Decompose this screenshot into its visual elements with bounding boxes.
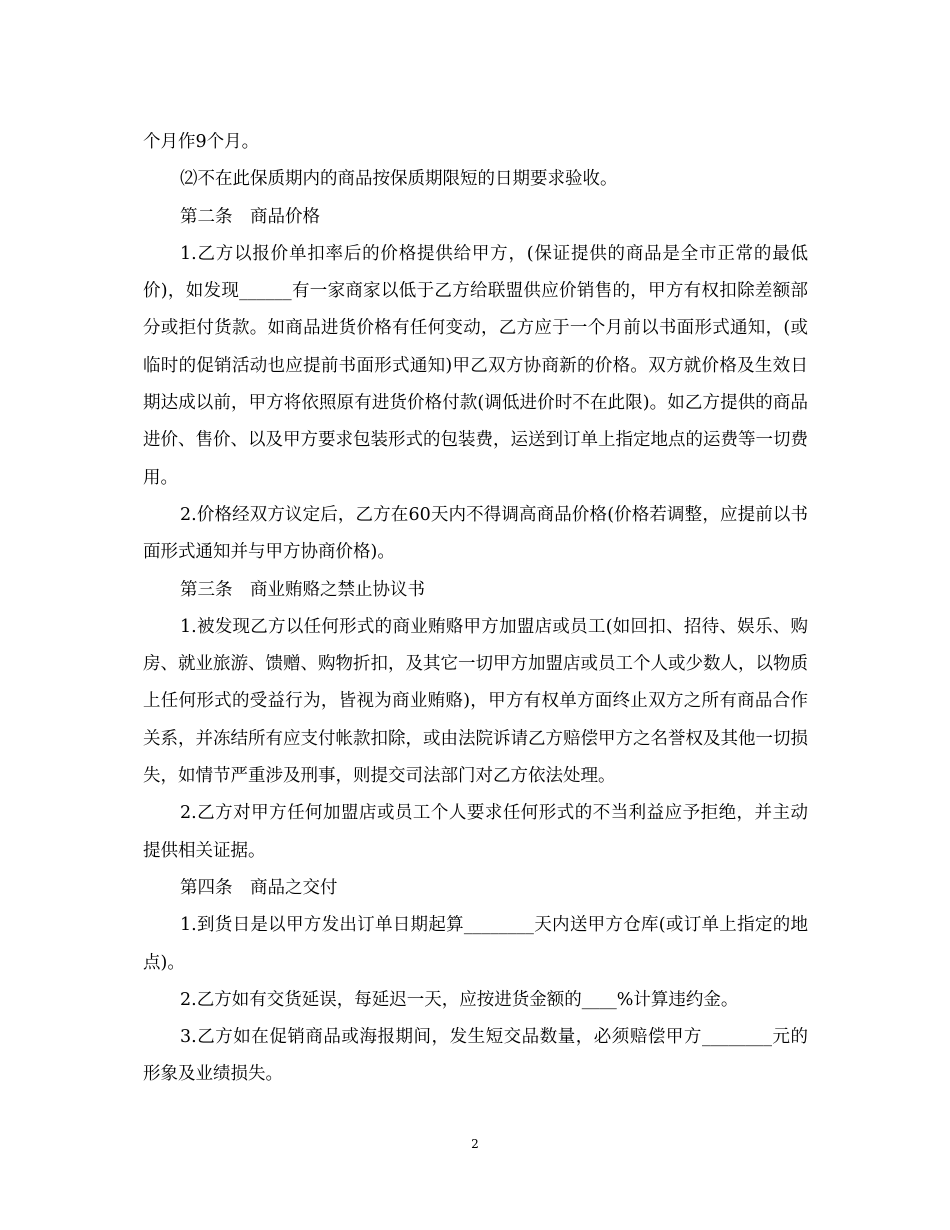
section-heading: 第三条 商业贿赂之禁止协议书 (180, 579, 425, 600)
document-body (143, 124, 808, 1094)
paragraph: 1.被发现乙方以任何形式的商业贿赂甲方加盟店或员工(如回扣、招待、娱乐、购房、就业旅游、馈赠、购物折扣，及其它一切甲方加盟店或员工个人或少数人，以物质上任何形式的受益行为，皆视为商业贿赂)，甲方有权单方面终止双方之所有商品合作关系，并冻结所有应支付帐款扣除，或由法院诉请乙方赔偿甲方之名誉权及其他一切损失，如情节严重涉及刑事，则提交司法部门对乙方依法处理。 (143, 616, 808, 787)
paragraph: 2.价格经双方议定后，乙方在60天内不得调高商品价格(价格若调整，应提前以书面形式通知并与甲方协商价格)。 (143, 504, 808, 563)
paragraph: 3.乙方如在促销商品或海报期间，发生短交品数量，必须赔偿甲方________元的形象及业绩损失。 (143, 1027, 808, 1085)
page-number: 2 (471, 1137, 479, 1151)
paragraph: 2.乙方对甲方任何加盟店或员工个人要求任何形式的不当利益应予拒绝，并主动提供相关证据。 (143, 803, 808, 861)
paragraph: 2.乙方如有交货延误，每延迟一天，应按进货金额的____%计算违约金。 (180, 989, 739, 1010)
paragraph: 个月作9个月。 (143, 132, 260, 152)
paragraph: ⑵不在此保质期内的商品按保质期限短的日期要求验收。 (180, 169, 618, 190)
paragraph: 1.乙方以报价单扣率后的价格提供给甲方，(保证提供的商品是全市正常的最低价)，如发现______有一家商家以低于乙方给联盟供应价销售的，甲方有权扣除差额部分或拒付货款。如商品进货价格有任何变动，乙方应于一个月前以书面形式通知，(或临时的促销活动也应提前书面形式通知)甲乙双方协商新的价格。双方就价格及生效日期达成以前，甲方将依照原有进货价格付款(调低进价时不在此限)。如乙方提供的商品进价、售价、以及甲方要求包装形式的包装费，运送到订单上指定地点的运费等一切费用。 (143, 243, 808, 488)
section-heading: 第二条 商品价格 (180, 206, 320, 227)
section-heading: 第四条 商品之交付 (180, 877, 338, 898)
paragraph: 1.到货日是以甲方发出订单日期起算________天内送甲方仓库(或订单上指定的地点)。 (143, 915, 808, 973)
